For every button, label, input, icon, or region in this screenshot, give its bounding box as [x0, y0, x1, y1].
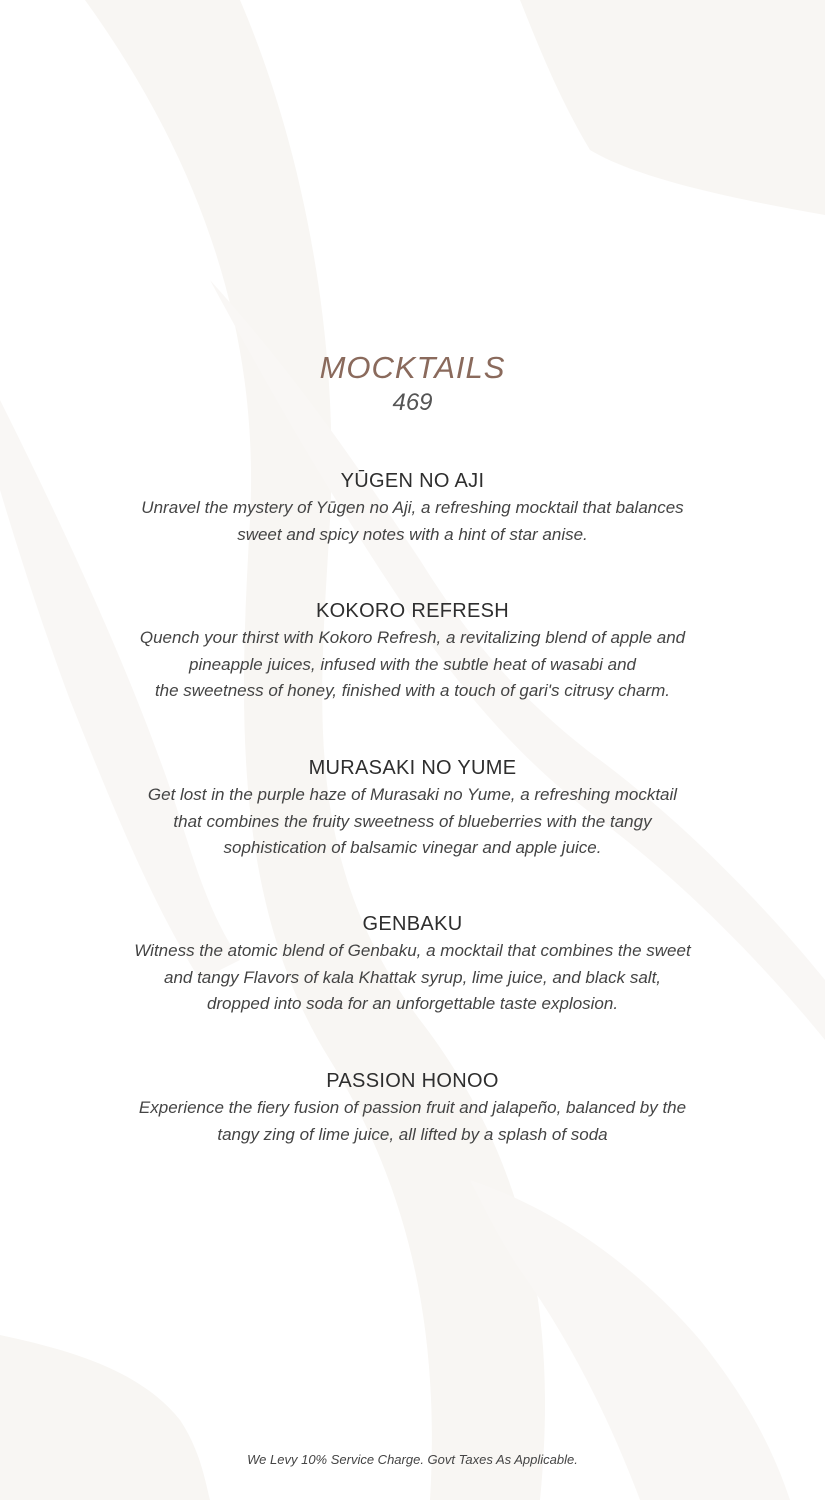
description-line: sweet and spicy notes with a hint of star anise. [237, 524, 588, 544]
menu-item [60, 1067, 765, 1148]
description-line: Unravel the mystery of Yūgen no Aji, a refreshing mocktail that balances [141, 498, 684, 517]
description-line: and tangy Flavors of kala Khattak syrup, lime juice, and black salt, [163, 967, 662, 987]
service-charge-footer: We Levy 10% Service Charge. Govt Taxes As Applicable. [247, 1452, 578, 1467]
menu-item [60, 910, 765, 1018]
description-line: Quench your thirst with Kokoro Refresh, a revitalizing blend of apple and [139, 628, 686, 647]
description-line: Get lost in the purple haze of Murasaki no Yume, a refreshing mocktail [147, 785, 678, 804]
menu-item-name: MURASAKI NO YUME [308, 757, 517, 779]
menu-item-description [60, 1095, 765, 1148]
description-line: that combines the fruity sweetness of blueberries with the tangy [173, 811, 652, 831]
section-title: MOCKTAILS [319, 350, 506, 385]
menu-item [60, 467, 765, 548]
description-line: pineapple juices, infused with the subtle heat of wasabi and [188, 654, 637, 674]
description-line: the sweetness of honey, finished with a touch of gari's citrusy charm. [154, 681, 671, 700]
menu-item [60, 597, 765, 705]
menu-item [60, 754, 765, 862]
menu-item-description [60, 782, 765, 862]
menu-item-description [60, 938, 765, 1018]
menu-item-name: PASSION HONOO [326, 1070, 499, 1092]
menu-item-description [60, 625, 765, 705]
description-line: dropped into soda for an unforgettable taste explosion. [206, 994, 619, 1013]
section-price: 469 [392, 389, 433, 416]
description-line: sophistication of balsamic vinegar and apple juice. [223, 838, 602, 857]
description-line: Witness the atomic blend of Genbaku, a mocktail that combines the sweet [134, 941, 691, 960]
description-line: Experience the fiery fusion of passion fruit and jalapeño, balanced by the [138, 1098, 687, 1117]
description-line: tangy zing of lime juice, all lifted by a splash of soda [217, 1124, 608, 1144]
menu-item-name: KOKORO REFRESH [315, 600, 510, 622]
menu-item-name: YŪGEN NO AJI [340, 470, 485, 492]
menu-item-name: GENBAKU [362, 913, 463, 935]
menu-item-description [60, 495, 765, 548]
